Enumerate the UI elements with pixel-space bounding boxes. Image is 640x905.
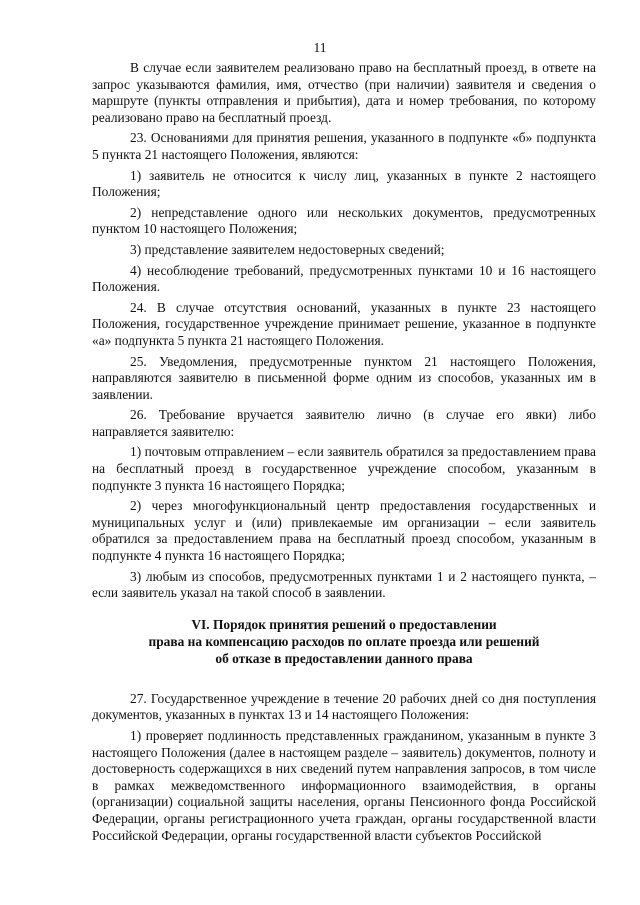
paragraph-26-item-2: 2) через многофункциональный центр предоставления государственных и муниципальных услуг и (или) привлекаемые им организации – если заявитель обратился за предоставлением права на бесплатный проезд способом, указанным в подпункте 4 пункта 16 настоящего Порядка; [92, 498, 596, 564]
paragraph-26-item-1: 1) почтовым отправлением – если заявитель обратился за предоставлением права на бесплатный проезд в государственное учреждение способом, указанным в подпункте 3 пункта 16 настоящего Порядка; [92, 444, 596, 493]
heading-line-1: VI. Порядок принятия решений о предоставлении [191, 616, 497, 632]
paragraph-26: 26. Требование вручается заявителю лично (в случае его явки) либо направляется заявителю: [92, 407, 596, 439]
page-number: 11 [313, 40, 327, 55]
document-body [92, 60, 596, 848]
paragraph-27: 27. Государственное учреждение в течение 20 рабочих дней со дня поступления документов, указанных в пунктах 13 и 14 настоящего Положения: [92, 690, 596, 723]
paragraph-25: 25. Уведомления, предусмотренные пунктом 21 настоящего Положения, направляются заявителю в письменной форме одним из способов, указанных им в заявлении. [92, 353, 596, 402]
paragraph-27-item-1: 1) проверяет подлинность представленных гражданином, указанным в пункте 3 настоящего Положения (далее в настоящем разделе – заявитель) документов, полноту и достоверность содержащихся в них сведений путем направления запросов, в том числе в рамках межведомственного информационного взаимодействия, в органы (организации) социальной защиты населения, органы Пенсионного фонда Российской Федерации, органы регистрационного учета граждан, органы государственной власти Российской Федерации, органы государственной власти субъектов Российской [92, 728, 596, 843]
paragraph-24: 24. В случае отсутствия оснований, указанных в пункте 23 настоящего Положения, государственное учреждение принимает решение, указанное в подпункте «а» подпункта 5 пункта 21 настоящего Положения. [92, 299, 596, 348]
paragraph-23-item-4: 4) несоблюдение требований, предусмотренных пунктами 10 и 16 настоящего Положения. [92, 262, 596, 295]
paragraph-23-item-2: 2) непредставление одного или нескольких документов, предусмотренных пунктом 10 настоящего Положения; [92, 204, 596, 237]
paragraph-23-item-1: 1) заявитель не относится к числу лиц, указанных в пункте 2 настоящего Положения; [92, 167, 596, 200]
heading-line-2: права на компенсацию расходов по оплате проезда или решений [148, 633, 540, 649]
paragraph-26-item-3: 3) любым из способов, предусмотренных пунктами 1 и 2 настоящего пункта, – если заявитель указал на такой способ в заявлении. [92, 568, 596, 601]
section-heading-vi [92, 616, 596, 667]
heading-line-3: об отказе в предоставлении данного права [215, 650, 473, 666]
paragraph-23: 23. Основаниями для принятия решения, указанного в подпункте «б» подпункта 5 пункта 21 настоящего Положения, являются: [92, 130, 596, 162]
paragraph-23-item-3: 3) представление заявителем недостоверных сведений; [130, 241, 445, 257]
paragraph-free-travel-response: В случае если заявителем реализовано право на бесплатный проезд, в ответе на запрос указываются фамилия, имя, отчество (при наличии) заявителя и сведения о маршруте (пункты отправления и прибытия), дата и номер требования, по которому реализовано право на бесплатный проезд. [92, 60, 596, 125]
